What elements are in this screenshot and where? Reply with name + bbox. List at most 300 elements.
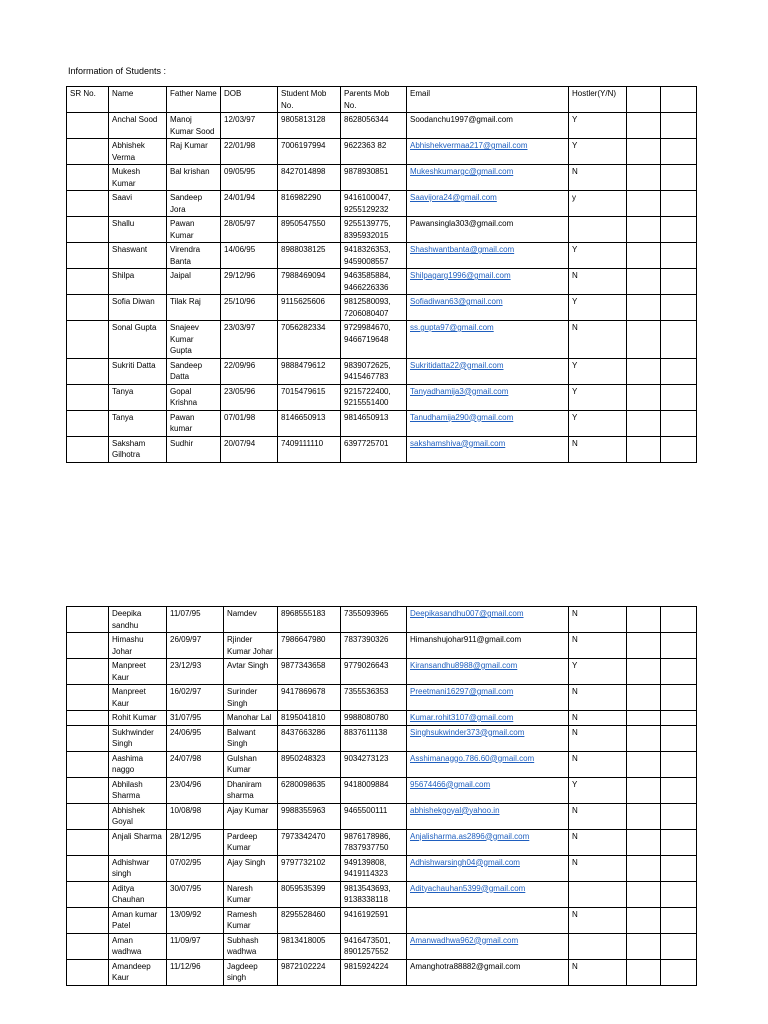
table-row bbox=[67, 321, 697, 359]
father-cell: Pardeep Kumar bbox=[224, 829, 278, 855]
parents-mob-cell: 9779026643 bbox=[341, 659, 407, 685]
parents-mob-cell: 9418009884 bbox=[341, 777, 407, 803]
table-row bbox=[67, 881, 697, 907]
dob-cell: 11/09/97 bbox=[167, 933, 224, 959]
father-cell: Surinder Singh bbox=[224, 685, 278, 711]
column-header: Name bbox=[109, 87, 167, 113]
email-cell[interactable]: Adhishwarsingh04@gmail.com bbox=[407, 855, 569, 881]
father-cell: Dhaniram sharma bbox=[224, 777, 278, 803]
column-header: Parents Mob No. bbox=[341, 87, 407, 113]
table-row bbox=[67, 855, 697, 881]
hostler-cell: Y bbox=[569, 295, 627, 321]
parents-mob-cell: 9812580093, 7206080407 bbox=[341, 295, 407, 321]
hostler-cell bbox=[569, 217, 627, 243]
email-cell: Pawansingla303@gmail.com bbox=[407, 217, 569, 243]
name-cell: Saksham Gilhotra bbox=[109, 436, 167, 462]
parents-mob-cell: 9839072625, 9415467783 bbox=[341, 358, 407, 384]
name-cell: Aditya Chauhan bbox=[109, 881, 167, 907]
dob-cell: 07/02/95 bbox=[167, 855, 224, 881]
empty-cell bbox=[627, 907, 661, 933]
empty-cell bbox=[627, 410, 661, 436]
hostler-cell: N bbox=[569, 907, 627, 933]
sr-cell bbox=[67, 711, 109, 726]
father-cell: Subhash wadhwa bbox=[224, 933, 278, 959]
name-cell: Abhilash Sharma bbox=[109, 777, 167, 803]
dob-cell: 13/09/92 bbox=[167, 907, 224, 933]
name-cell: Anjali Sharma bbox=[109, 829, 167, 855]
hostler-cell: y bbox=[569, 191, 627, 217]
dob-cell: 09/05/95 bbox=[221, 165, 278, 191]
hostler-cell: Y bbox=[569, 410, 627, 436]
email-cell[interactable]: Sofiadiwan63@gmail.com bbox=[407, 295, 569, 321]
hostler-cell: Y bbox=[569, 777, 627, 803]
hostler-cell: N bbox=[569, 165, 627, 191]
hostler-cell bbox=[569, 933, 627, 959]
column-header: Student Mob No. bbox=[278, 87, 341, 113]
email-cell[interactable]: Kiransandhu8988@gmail.com bbox=[407, 659, 569, 685]
empty-cell bbox=[661, 243, 697, 269]
student-mob-cell: 9988355963 bbox=[278, 803, 341, 829]
hostler-cell: N bbox=[569, 751, 627, 777]
email-cell: Amanghotra88882@gmail.com bbox=[407, 959, 569, 985]
father-cell: Balwant Singh bbox=[224, 725, 278, 751]
dob-cell: 12/03/97 bbox=[221, 113, 278, 139]
table-row bbox=[67, 384, 697, 410]
name-cell: Sonal Gupta bbox=[109, 321, 167, 359]
sr-cell bbox=[67, 358, 109, 384]
dob-cell: 31/07/95 bbox=[167, 711, 224, 726]
hostler-cell: N bbox=[569, 959, 627, 985]
empty-cell bbox=[627, 436, 661, 462]
table-row bbox=[67, 777, 697, 803]
hostler-cell: N bbox=[569, 685, 627, 711]
name-cell: Shaswant bbox=[109, 243, 167, 269]
column-header bbox=[627, 87, 661, 113]
name-cell: Sukriti Datta bbox=[109, 358, 167, 384]
student-mob-cell: 8059535399 bbox=[278, 881, 341, 907]
sr-cell bbox=[67, 777, 109, 803]
empty-cell bbox=[661, 959, 697, 985]
empty-cell bbox=[661, 855, 697, 881]
dob-cell: 29/12/96 bbox=[221, 269, 278, 295]
parents-mob-cell: 9878930851 bbox=[341, 165, 407, 191]
table-row bbox=[67, 907, 697, 933]
empty-cell bbox=[627, 725, 661, 751]
student-mob-cell: 7006197994 bbox=[278, 139, 341, 165]
column-header: Hostler(Y/N) bbox=[569, 87, 627, 113]
student-mob-cell: 8295528460 bbox=[278, 907, 341, 933]
table-row bbox=[67, 751, 697, 777]
email-cell: Soodanchu1997@gmail.com bbox=[407, 113, 569, 139]
email-cell[interactable]: 95674466@gmail.com bbox=[407, 777, 569, 803]
student-mob-cell: 9417869678 bbox=[278, 685, 341, 711]
father-cell: Bal krishan bbox=[167, 165, 221, 191]
empty-cell bbox=[661, 829, 697, 855]
table-row bbox=[67, 217, 697, 243]
parents-mob-cell: 8837611138 bbox=[341, 725, 407, 751]
student-mob-cell: 8437663286 bbox=[278, 725, 341, 751]
empty-cell bbox=[627, 685, 661, 711]
empty-cell bbox=[661, 269, 697, 295]
parents-mob-cell: 7837390326 bbox=[341, 633, 407, 659]
empty-cell bbox=[661, 711, 697, 726]
column-header: Email bbox=[407, 87, 569, 113]
student-mob-cell: 9115625606 bbox=[278, 295, 341, 321]
table-row bbox=[67, 269, 697, 295]
dob-cell: 16/02/97 bbox=[167, 685, 224, 711]
name-cell: Saavi bbox=[109, 191, 167, 217]
parents-mob-cell: 9815924224 bbox=[341, 959, 407, 985]
email-cell[interactable]: Asshimanaggo.786.60@gmail.com bbox=[407, 751, 569, 777]
parents-mob-cell: 9814650913 bbox=[341, 410, 407, 436]
column-header: SR No. bbox=[67, 87, 109, 113]
father-cell: Pawan Kumar bbox=[167, 217, 221, 243]
father-cell: Jaipal bbox=[167, 269, 221, 295]
email-cell[interactable]: ss.gupta97@gmail.com bbox=[407, 321, 569, 359]
sr-cell bbox=[67, 217, 109, 243]
student-mob-cell: 7973342470 bbox=[278, 829, 341, 855]
parents-mob-cell: 6397725701 bbox=[341, 436, 407, 462]
column-header bbox=[661, 87, 697, 113]
empty-cell bbox=[661, 165, 697, 191]
email-cell[interactable]: Deepikasandhu007@gmail.com bbox=[407, 607, 569, 633]
name-cell: Tanya bbox=[109, 410, 167, 436]
hostler-cell: Y bbox=[569, 243, 627, 269]
empty-cell bbox=[627, 269, 661, 295]
empty-cell bbox=[627, 607, 661, 633]
email-cell[interactable]: Singhsukwinder373@gmail.com bbox=[407, 725, 569, 751]
parents-mob-cell: 8628056344 bbox=[341, 113, 407, 139]
document-title: Information of Students : bbox=[68, 66, 167, 76]
name-cell: Aman kumar Patel bbox=[109, 907, 167, 933]
empty-cell bbox=[661, 358, 697, 384]
table-row bbox=[67, 659, 697, 685]
sr-cell bbox=[67, 410, 109, 436]
table-row bbox=[67, 139, 697, 165]
email-cell[interactable]: Shashwantbanta@gmail.com bbox=[407, 243, 569, 269]
parents-mob-cell: 9215722400, 9215551400 bbox=[341, 384, 407, 410]
empty-cell bbox=[627, 855, 661, 881]
dob-cell: 11/12/96 bbox=[167, 959, 224, 985]
dob-cell: 23/05/96 bbox=[221, 384, 278, 410]
email-cell[interactable]: Tanyadhamija3@gmail.com bbox=[407, 384, 569, 410]
empty-cell bbox=[661, 907, 697, 933]
student-mob-cell: 9888479612 bbox=[278, 358, 341, 384]
father-cell: Gulshan Kumar bbox=[224, 751, 278, 777]
hostler-cell: N bbox=[569, 829, 627, 855]
student-mob-cell: 9877343658 bbox=[278, 659, 341, 685]
empty-cell bbox=[627, 751, 661, 777]
student-mob-cell: 8427014898 bbox=[278, 165, 341, 191]
parents-mob-cell: 9034273123 bbox=[341, 751, 407, 777]
student-mob-cell: 7986647980 bbox=[278, 633, 341, 659]
student-mob-cell: 8195041810 bbox=[278, 711, 341, 726]
parents-mob-cell: 9465500111 bbox=[341, 803, 407, 829]
table-row bbox=[67, 803, 697, 829]
name-cell: Anchal Sood bbox=[109, 113, 167, 139]
parents-mob-cell: 9416192591 bbox=[341, 907, 407, 933]
empty-cell bbox=[661, 410, 697, 436]
parents-mob-cell: 7355093965 bbox=[341, 607, 407, 633]
student-mob-cell: 7056282334 bbox=[278, 321, 341, 359]
column-header: Father Name bbox=[167, 87, 221, 113]
empty-cell bbox=[661, 777, 697, 803]
student-mob-cell: 9872102224 bbox=[278, 959, 341, 985]
student-mob-cell: 8146650913 bbox=[278, 410, 341, 436]
student-mob-cell: 9805813128 bbox=[278, 113, 341, 139]
students-table-continued bbox=[66, 606, 697, 986]
dob-cell: 20/07/94 bbox=[221, 436, 278, 462]
sr-cell bbox=[67, 685, 109, 711]
dob-cell: 24/07/98 bbox=[167, 751, 224, 777]
father-cell: Ajay Kumar bbox=[224, 803, 278, 829]
empty-cell bbox=[627, 803, 661, 829]
empty-cell bbox=[661, 881, 697, 907]
email-cell[interactable]: Amanwadhwa962@gmail.com bbox=[407, 933, 569, 959]
parents-mob-cell: 9813543693, 9138338118 bbox=[341, 881, 407, 907]
dob-cell: 24/06/95 bbox=[167, 725, 224, 751]
dob-cell: 10/08/98 bbox=[167, 803, 224, 829]
name-cell: Abhishek Goyal bbox=[109, 803, 167, 829]
email-cell[interactable]: Sukritidatta22@gmail.com bbox=[407, 358, 569, 384]
parents-mob-cell: 9418326353, 9459008557 bbox=[341, 243, 407, 269]
parents-mob-cell: 9463585884, 9466226336 bbox=[341, 269, 407, 295]
sr-cell bbox=[67, 659, 109, 685]
name-cell: Deepika sandhu bbox=[109, 607, 167, 633]
sr-cell bbox=[67, 165, 109, 191]
sr-cell bbox=[67, 803, 109, 829]
email-cell[interactable]: Saavijora24@gmail.com bbox=[407, 191, 569, 217]
column-header: DOB bbox=[221, 87, 278, 113]
father-cell: Ramesh Kumar bbox=[224, 907, 278, 933]
parents-mob-cell: 9729984670, 9466719648 bbox=[341, 321, 407, 359]
name-cell: Aashima naggo bbox=[109, 751, 167, 777]
table-row bbox=[67, 829, 697, 855]
empty-cell bbox=[627, 165, 661, 191]
sr-cell bbox=[67, 829, 109, 855]
table-row bbox=[67, 933, 697, 959]
email-cell bbox=[407, 907, 569, 933]
hostler-cell: N bbox=[569, 633, 627, 659]
parents-mob-cell: 9622363 82 bbox=[341, 139, 407, 165]
email-cell[interactable]: Kumar.rohit3107@gmail.com bbox=[407, 711, 569, 726]
table-row bbox=[67, 436, 697, 462]
empty-cell bbox=[661, 933, 697, 959]
empty-cell bbox=[627, 633, 661, 659]
sr-cell bbox=[67, 855, 109, 881]
student-mob-cell: 8988038125 bbox=[278, 243, 341, 269]
empty-cell bbox=[661, 321, 697, 359]
empty-cell bbox=[661, 436, 697, 462]
hostler-cell: N bbox=[569, 436, 627, 462]
student-mob-cell: 7409111110 bbox=[278, 436, 341, 462]
sr-cell bbox=[67, 725, 109, 751]
father-cell: Sandeep Jora bbox=[167, 191, 221, 217]
table-row bbox=[67, 358, 697, 384]
email-cell[interactable]: Shilpagarg1996@gmail.com bbox=[407, 269, 569, 295]
table-row bbox=[67, 165, 697, 191]
father-cell: Naresh Kumar bbox=[224, 881, 278, 907]
table-row bbox=[67, 243, 697, 269]
student-mob-cell: 9813418005 bbox=[278, 933, 341, 959]
dob-cell: 11/07/95 bbox=[167, 607, 224, 633]
table-row bbox=[67, 725, 697, 751]
sr-cell bbox=[67, 436, 109, 462]
student-mob-cell: 7015479615 bbox=[278, 384, 341, 410]
dob-cell: 23/04/96 bbox=[167, 777, 224, 803]
sr-cell bbox=[67, 243, 109, 269]
student-mob-cell: 8968555183 bbox=[278, 607, 341, 633]
name-cell: Shallu bbox=[109, 217, 167, 243]
dob-cell: 14/06/95 bbox=[221, 243, 278, 269]
table-row bbox=[67, 410, 697, 436]
email-cell[interactable]: Adityachauhan5399@gmail.com bbox=[407, 881, 569, 907]
name-cell: Mukesh Kumar bbox=[109, 165, 167, 191]
name-cell: Sofia Diwan bbox=[109, 295, 167, 321]
parents-mob-cell: 9876178986, 7837937750 bbox=[341, 829, 407, 855]
empty-cell bbox=[661, 113, 697, 139]
empty-cell bbox=[627, 777, 661, 803]
sr-cell bbox=[67, 295, 109, 321]
table-row bbox=[67, 295, 697, 321]
sr-cell bbox=[67, 607, 109, 633]
father-cell: Jagdeep singh bbox=[224, 959, 278, 985]
students-table bbox=[66, 86, 697, 463]
name-cell: Manpreet Kaur bbox=[109, 685, 167, 711]
father-cell: Manoj Kumar Sood bbox=[167, 113, 221, 139]
name-cell: Rohit Kumar bbox=[109, 711, 167, 726]
sr-cell bbox=[67, 907, 109, 933]
father-cell: Sudhir bbox=[167, 436, 221, 462]
hostler-cell: N bbox=[569, 725, 627, 751]
sr-cell bbox=[67, 633, 109, 659]
father-cell: Manohar Lal bbox=[224, 711, 278, 726]
sr-cell bbox=[67, 191, 109, 217]
dob-cell: 24/01/94 bbox=[221, 191, 278, 217]
father-cell: Virendra Banta bbox=[167, 243, 221, 269]
sr-cell bbox=[67, 139, 109, 165]
sr-cell bbox=[67, 933, 109, 959]
sr-cell bbox=[67, 113, 109, 139]
empty-cell bbox=[661, 633, 697, 659]
empty-cell bbox=[661, 803, 697, 829]
table-row bbox=[67, 191, 697, 217]
dob-cell: 25/10/96 bbox=[221, 295, 278, 321]
parents-mob-cell: 9255139775, 8395932015 bbox=[341, 217, 407, 243]
table-row bbox=[67, 607, 697, 633]
dob-cell: 22/01/98 bbox=[221, 139, 278, 165]
student-mob-cell: 8950547550 bbox=[278, 217, 341, 243]
empty-cell bbox=[627, 113, 661, 139]
name-cell: Aman wadhwa bbox=[109, 933, 167, 959]
empty-cell bbox=[661, 295, 697, 321]
empty-cell bbox=[627, 659, 661, 685]
hostler-cell: Y bbox=[569, 659, 627, 685]
hostler-cell: Y bbox=[569, 384, 627, 410]
parents-mob-cell: 7355536353 bbox=[341, 685, 407, 711]
email-cell[interactable]: sakshamshiva@gmail.com bbox=[407, 436, 569, 462]
empty-cell bbox=[661, 659, 697, 685]
email-cell[interactable]: Abhishekvermaa217@gmail.com bbox=[407, 139, 569, 165]
student-mob-cell: 7988469094 bbox=[278, 269, 341, 295]
name-cell: Manpreet Kaur bbox=[109, 659, 167, 685]
hostler-cell: Y bbox=[569, 113, 627, 139]
father-cell: Pawan kumar bbox=[167, 410, 221, 436]
sr-cell bbox=[67, 384, 109, 410]
hostler-cell bbox=[569, 881, 627, 907]
dob-cell: 26/09/97 bbox=[167, 633, 224, 659]
dob-cell: 23/12/93 bbox=[167, 659, 224, 685]
empty-cell bbox=[627, 217, 661, 243]
father-cell: Tilak Raj bbox=[167, 295, 221, 321]
name-cell: Sukhwinder Singh bbox=[109, 725, 167, 751]
empty-cell bbox=[661, 751, 697, 777]
email-cell[interactable]: abhishekgoyal@yahoo.in bbox=[407, 803, 569, 829]
name-cell: Tanya bbox=[109, 384, 167, 410]
name-cell: Abhishek Verma bbox=[109, 139, 167, 165]
email-cell[interactable]: Anjalisharma.as2896@gmail.com bbox=[407, 829, 569, 855]
parents-mob-cell: 9416473501, 8901257552 bbox=[341, 933, 407, 959]
sr-cell bbox=[67, 881, 109, 907]
table-row bbox=[67, 711, 697, 726]
empty-cell bbox=[627, 295, 661, 321]
email-cell: Himanshujohar911@gmail.com bbox=[407, 633, 569, 659]
empty-cell bbox=[627, 243, 661, 269]
empty-cell bbox=[661, 384, 697, 410]
hostler-cell: N bbox=[569, 607, 627, 633]
hostler-cell: N bbox=[569, 711, 627, 726]
student-mob-cell: 9797732102 bbox=[278, 855, 341, 881]
empty-cell bbox=[627, 358, 661, 384]
hostler-cell: N bbox=[569, 803, 627, 829]
table-row bbox=[67, 685, 697, 711]
hostler-cell: Y bbox=[569, 139, 627, 165]
email-cell[interactable]: Preetmani16297@gmail.com bbox=[407, 685, 569, 711]
empty-cell bbox=[627, 191, 661, 217]
father-cell: Gopal Krishna bbox=[167, 384, 221, 410]
hostler-cell: N bbox=[569, 321, 627, 359]
father-cell: Avtar Singh bbox=[224, 659, 278, 685]
hostler-cell: Y bbox=[569, 358, 627, 384]
email-cell[interactable]: Mukeshkumargc@gmail.com bbox=[407, 165, 569, 191]
empty-cell bbox=[627, 384, 661, 410]
empty-cell bbox=[661, 725, 697, 751]
name-cell: Shilpa bbox=[109, 269, 167, 295]
father-cell: Sandeep Datta bbox=[167, 358, 221, 384]
hostler-cell: N bbox=[569, 855, 627, 881]
empty-cell bbox=[627, 881, 661, 907]
hostler-cell: N bbox=[569, 269, 627, 295]
student-mob-cell: 6280098635 bbox=[278, 777, 341, 803]
table-row bbox=[67, 633, 697, 659]
name-cell: Amandeep Kaur bbox=[109, 959, 167, 985]
father-cell: Rjinder Kumar Johar bbox=[224, 633, 278, 659]
father-cell: Ajay Singh bbox=[224, 855, 278, 881]
empty-cell bbox=[627, 139, 661, 165]
empty-cell bbox=[627, 933, 661, 959]
email-cell[interactable]: Tanudhamija290@gmail.com bbox=[407, 410, 569, 436]
father-cell: Namdev bbox=[224, 607, 278, 633]
dob-cell: 23/03/97 bbox=[221, 321, 278, 359]
dob-cell: 07/01/98 bbox=[221, 410, 278, 436]
dob-cell: 30/07/95 bbox=[167, 881, 224, 907]
parents-mob-cell: 9988080780 bbox=[341, 711, 407, 726]
empty-cell bbox=[661, 217, 697, 243]
name-cell: Himashu Johar bbox=[109, 633, 167, 659]
parents-mob-cell: 949139808, 9419114323 bbox=[341, 855, 407, 881]
empty-cell bbox=[627, 711, 661, 726]
empty-cell bbox=[627, 829, 661, 855]
